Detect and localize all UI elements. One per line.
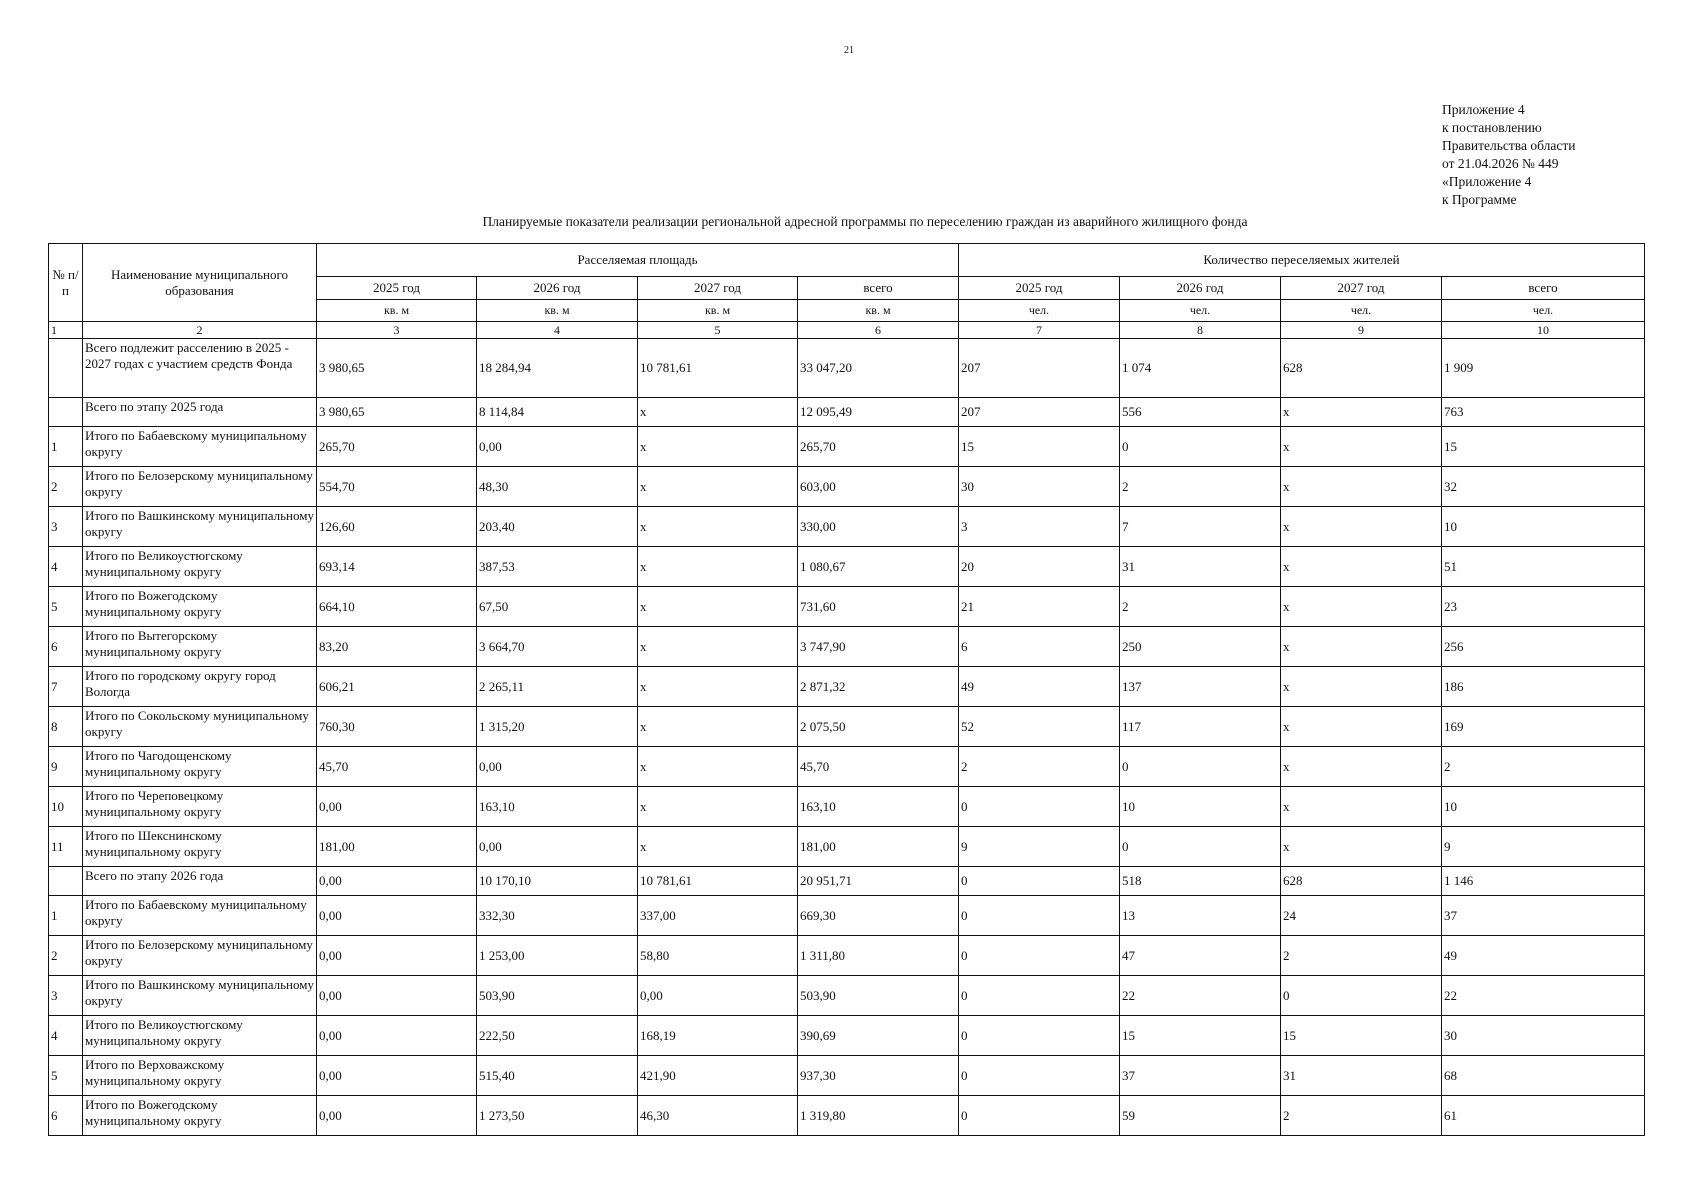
table-row xyxy=(49,339,1645,398)
municipality-name: Итого по Чагодощенскому муниципальному округу xyxy=(83,747,317,787)
area-2027: 421,90 xyxy=(638,1056,798,1096)
column-number: 9 xyxy=(1281,322,1442,339)
table-row xyxy=(49,1096,1645,1136)
people-2027: х xyxy=(1281,747,1442,787)
column-number: 1 xyxy=(49,322,83,339)
people-2027: х xyxy=(1281,398,1442,427)
header-year: 2025 год xyxy=(317,277,477,300)
area-2026: 1 273,50 xyxy=(477,1096,638,1136)
area-2026: 3 664,70 xyxy=(477,627,638,667)
people-2026: 59 xyxy=(1120,1096,1281,1136)
row-number: 7 xyxy=(49,667,83,707)
area-2026: 163,10 xyxy=(477,787,638,827)
people-2027: х xyxy=(1281,707,1442,747)
table-row xyxy=(49,976,1645,1016)
table-row xyxy=(49,667,1645,707)
row-number: 6 xyxy=(49,627,83,667)
column-number: 2 xyxy=(83,322,317,339)
people-2026: 37 xyxy=(1120,1056,1281,1096)
area-2027: 46,30 xyxy=(638,1096,798,1136)
annex-line: Приложение 4 xyxy=(1442,102,1525,117)
area-2027: х xyxy=(638,707,798,747)
area-total: 937,30 xyxy=(798,1056,959,1096)
header-year: 2026 год xyxy=(477,277,638,300)
table-row xyxy=(49,398,1645,427)
people-2027: х xyxy=(1281,587,1442,627)
municipality-name: Итого по Великоустюгскому муниципальному округу xyxy=(83,547,317,587)
area-2027: х xyxy=(638,507,798,547)
header-year: 2026 год xyxy=(1120,277,1281,300)
column-number: 5 xyxy=(638,322,798,339)
people-2025: 0 xyxy=(959,1096,1120,1136)
people-2027: 2 xyxy=(1281,1096,1442,1136)
people-2026: 31 xyxy=(1120,547,1281,587)
people-2027: х xyxy=(1281,627,1442,667)
column-number: 6 xyxy=(798,322,959,339)
municipality-name: Итого по Вожегодскому муниципальному округу xyxy=(83,1096,317,1136)
column-number: 3 xyxy=(317,322,477,339)
people-total: 23 xyxy=(1442,587,1645,627)
table-row xyxy=(49,747,1645,787)
people-2026: 2 xyxy=(1120,467,1281,507)
area-2026: 203,40 xyxy=(477,507,638,547)
area-total: 1 319,80 xyxy=(798,1096,959,1136)
header-year: 2027 год xyxy=(1281,277,1442,300)
people-2025: 0 xyxy=(959,936,1120,976)
table-row xyxy=(49,827,1645,867)
area-2027: х xyxy=(638,398,798,427)
area-total: 12 095,49 xyxy=(798,398,959,427)
people-2026: 117 xyxy=(1120,707,1281,747)
area-2026: 18 284,94 xyxy=(477,339,638,398)
row-number: 9 xyxy=(49,747,83,787)
area-total: 731,60 xyxy=(798,587,959,627)
people-total: 32 xyxy=(1442,467,1645,507)
people-2026: 1 074 xyxy=(1120,339,1281,398)
row-number: 6 xyxy=(49,1096,83,1136)
area-2026: 0,00 xyxy=(477,747,638,787)
area-total: 265,70 xyxy=(798,427,959,467)
people-2026: 250 xyxy=(1120,627,1281,667)
people-2027: х xyxy=(1281,827,1442,867)
annex-block xyxy=(1442,101,1575,209)
area-2027: х xyxy=(638,587,798,627)
people-total: 10 xyxy=(1442,507,1645,547)
annex-line: к постановлению xyxy=(1442,120,1542,135)
area-2025: 0,00 xyxy=(317,1056,477,1096)
people-2025: 9 xyxy=(959,827,1120,867)
area-2025: 0,00 xyxy=(317,896,477,936)
people-2026: 7 xyxy=(1120,507,1281,547)
table-row xyxy=(49,936,1645,976)
area-2026: 1 315,20 xyxy=(477,707,638,747)
municipality-name: Итого по Вожегодскому муниципальному округу xyxy=(83,587,317,627)
area-2027: х xyxy=(638,667,798,707)
area-total: 163,10 xyxy=(798,787,959,827)
area-2027: 10 781,61 xyxy=(638,339,798,398)
people-2026: 47 xyxy=(1120,936,1281,976)
people-2025: 20 xyxy=(959,547,1120,587)
people-2025: 0 xyxy=(959,1016,1120,1056)
people-2027: х xyxy=(1281,547,1442,587)
area-2025: 126,60 xyxy=(317,507,477,547)
area-2025: 83,20 xyxy=(317,627,477,667)
area-2027: 337,00 xyxy=(638,896,798,936)
area-2025: 0,00 xyxy=(317,867,477,896)
municipality-name: Итого по Вытегорскому муниципальному округу xyxy=(83,627,317,667)
people-2025: 2 xyxy=(959,747,1120,787)
header-unit: чел. xyxy=(959,300,1120,322)
header-year: всего xyxy=(1442,277,1645,300)
people-total: 256 xyxy=(1442,627,1645,667)
header-area-group: Расселяемая площадь xyxy=(317,244,959,277)
area-total: 33 047,20 xyxy=(798,339,959,398)
annex-line: «Приложение 4 xyxy=(1442,174,1532,189)
header-unit: чел. xyxy=(1281,300,1442,322)
row-number: 2 xyxy=(49,936,83,976)
area-2027: х xyxy=(638,787,798,827)
people-total: 49 xyxy=(1442,936,1645,976)
header-unit: кв. м xyxy=(798,300,959,322)
row-number: 10 xyxy=(49,787,83,827)
people-2026: 22 xyxy=(1120,976,1281,1016)
people-total: 61 xyxy=(1442,1096,1645,1136)
area-2027: х xyxy=(638,627,798,667)
municipality-name: Итого по Белозерскому муниципальному округу xyxy=(83,936,317,976)
municipality-name: Всего подлежит расселению в 2025 - 2027 годах с участием средств Фонда xyxy=(83,339,317,398)
area-2025: 0,00 xyxy=(317,936,477,976)
area-2026: 1 253,00 xyxy=(477,936,638,976)
header-year: всего xyxy=(798,277,959,300)
people-2025: 52 xyxy=(959,707,1120,747)
page-number: 21 xyxy=(844,45,854,56)
area-total: 2 075,50 xyxy=(798,707,959,747)
people-2027: 628 xyxy=(1281,867,1442,896)
table-row xyxy=(49,587,1645,627)
area-total: 603,00 xyxy=(798,467,959,507)
row-number: 2 xyxy=(49,467,83,507)
municipality-name: Итого по Бабаевскому муниципальному округу xyxy=(83,427,317,467)
people-2027: х xyxy=(1281,467,1442,507)
area-total: 20 951,71 xyxy=(798,867,959,896)
people-2025: 0 xyxy=(959,896,1120,936)
area-2025: 664,10 xyxy=(317,587,477,627)
municipality-name: Итого по Верховажскому муниципальному округу xyxy=(83,1056,317,1096)
annex-line: от 21.04.2026 № 449 xyxy=(1442,156,1559,171)
table-row xyxy=(49,427,1645,467)
area-total: 1 311,80 xyxy=(798,936,959,976)
area-2025: 0,00 xyxy=(317,1016,477,1056)
area-2025: 760,30 xyxy=(317,707,477,747)
people-2026: 15 xyxy=(1120,1016,1281,1056)
area-total: 45,70 xyxy=(798,747,959,787)
municipality-name: Итого по Шекснинскому муниципальному округу xyxy=(83,827,317,867)
area-2026: 67,50 xyxy=(477,587,638,627)
area-2026: 332,30 xyxy=(477,896,638,936)
area-2026: 48,30 xyxy=(477,467,638,507)
row-number: 3 xyxy=(49,507,83,547)
area-2027: 58,80 xyxy=(638,936,798,976)
people-total: 68 xyxy=(1442,1056,1645,1096)
area-2025: 554,70 xyxy=(317,467,477,507)
header-year: 2025 год xyxy=(959,277,1120,300)
people-total: 9 xyxy=(1442,827,1645,867)
municipality-name: Всего по этапу 2026 года xyxy=(83,867,317,896)
area-total: 2 871,32 xyxy=(798,667,959,707)
row-number: 5 xyxy=(49,1056,83,1096)
area-2026: 10 170,10 xyxy=(477,867,638,896)
people-2026: 10 xyxy=(1120,787,1281,827)
area-2025: 265,70 xyxy=(317,427,477,467)
row-number: 4 xyxy=(49,1016,83,1056)
people-total: 169 xyxy=(1442,707,1645,747)
table-body xyxy=(49,339,1645,1136)
municipality-name: Итого по Череповецкому муниципальному округу xyxy=(83,787,317,827)
table-row xyxy=(49,867,1645,896)
area-2026: 0,00 xyxy=(477,427,638,467)
column-number: 10 xyxy=(1442,322,1645,339)
people-2025: 0 xyxy=(959,787,1120,827)
area-2025: 0,00 xyxy=(317,976,477,1016)
municipality-name: Итого по Вашкинскому муниципальному округу xyxy=(83,976,317,1016)
area-total: 1 080,67 xyxy=(798,547,959,587)
header-unit: чел. xyxy=(1120,300,1281,322)
people-2027: х xyxy=(1281,507,1442,547)
people-2025: 21 xyxy=(959,587,1120,627)
area-total: 181,00 xyxy=(798,827,959,867)
row-number xyxy=(49,398,83,427)
area-2025: 0,00 xyxy=(317,787,477,827)
table-row xyxy=(49,547,1645,587)
municipality-name: Итого по городскому округу город Вологда xyxy=(83,667,317,707)
people-2025: 207 xyxy=(959,398,1120,427)
indicators-table xyxy=(48,243,1645,1136)
table-row xyxy=(49,787,1645,827)
table-row xyxy=(49,627,1645,667)
area-2026: 387,53 xyxy=(477,547,638,587)
people-2027: 15 xyxy=(1281,1016,1442,1056)
people-2027: х xyxy=(1281,667,1442,707)
area-2026: 222,50 xyxy=(477,1016,638,1056)
area-total: 390,69 xyxy=(798,1016,959,1056)
table-row xyxy=(49,896,1645,936)
people-total: 186 xyxy=(1442,667,1645,707)
area-2026: 2 265,11 xyxy=(477,667,638,707)
people-total: 1 146 xyxy=(1442,867,1645,896)
area-2027: 10 781,61 xyxy=(638,867,798,896)
table-row xyxy=(49,467,1645,507)
municipality-name: Итого по Сокольскому муниципальному округу xyxy=(83,707,317,747)
people-total: 30 xyxy=(1442,1016,1645,1056)
area-2025: 0,00 xyxy=(317,1096,477,1136)
area-2025: 181,00 xyxy=(317,827,477,867)
people-2025: 207 xyxy=(959,339,1120,398)
people-2027: х xyxy=(1281,787,1442,827)
area-2026: 503,90 xyxy=(477,976,638,1016)
people-2027: 628 xyxy=(1281,339,1442,398)
header-name: Наименование муниципального образования xyxy=(83,244,317,322)
municipality-name: Итого по Великоустюгскому муниципальному округу xyxy=(83,1016,317,1056)
header-year: 2027 год xyxy=(638,277,798,300)
area-2026: 8 114,84 xyxy=(477,398,638,427)
people-2025: 0 xyxy=(959,867,1120,896)
people-2026: 556 xyxy=(1120,398,1281,427)
people-total: 15 xyxy=(1442,427,1645,467)
people-2026: 0 xyxy=(1120,747,1281,787)
area-total: 669,30 xyxy=(798,896,959,936)
people-2026: 518 xyxy=(1120,867,1281,896)
row-number: 5 xyxy=(49,587,83,627)
area-2027: х xyxy=(638,747,798,787)
area-2027: 168,19 xyxy=(638,1016,798,1056)
people-2027: 31 xyxy=(1281,1056,1442,1096)
area-2025: 3 980,65 xyxy=(317,339,477,398)
header-unit: кв. м xyxy=(477,300,638,322)
people-2027: 2 xyxy=(1281,936,1442,976)
people-2027: 0 xyxy=(1281,976,1442,1016)
people-2026: 2 xyxy=(1120,587,1281,627)
area-total: 330,00 xyxy=(798,507,959,547)
people-2027: х xyxy=(1281,427,1442,467)
annex-line: Правительства области xyxy=(1442,138,1576,153)
area-2026: 515,40 xyxy=(477,1056,638,1096)
row-number: 1 xyxy=(49,896,83,936)
people-2025: 0 xyxy=(959,1056,1120,1096)
area-2025: 45,70 xyxy=(317,747,477,787)
row-number: 1 xyxy=(49,427,83,467)
row-number xyxy=(49,867,83,896)
people-total: 1 909 xyxy=(1442,339,1645,398)
area-2025: 693,14 xyxy=(317,547,477,587)
people-total: 51 xyxy=(1442,547,1645,587)
area-2027: х xyxy=(638,467,798,507)
people-2026: 13 xyxy=(1120,896,1281,936)
municipality-name: Итого по Вашкинскому муниципальному округу xyxy=(83,507,317,547)
header-number: № п/п xyxy=(49,244,83,322)
row-number: 4 xyxy=(49,547,83,587)
row-number: 11 xyxy=(49,827,83,867)
municipality-name: Итого по Белозерскому муниципальному округу xyxy=(83,467,317,507)
area-2025: 606,21 xyxy=(317,667,477,707)
people-total: 10 xyxy=(1442,787,1645,827)
row-number: 8 xyxy=(49,707,83,747)
area-2026: 0,00 xyxy=(477,827,638,867)
people-total: 37 xyxy=(1442,896,1645,936)
people-2025: 49 xyxy=(959,667,1120,707)
row-number xyxy=(49,339,83,398)
header-unit: чел. xyxy=(1442,300,1645,322)
header-unit: кв. м xyxy=(317,300,477,322)
area-2027: х xyxy=(638,827,798,867)
people-2025: 0 xyxy=(959,976,1120,1016)
people-2025: 30 xyxy=(959,467,1120,507)
area-2027: х xyxy=(638,427,798,467)
people-2025: 6 xyxy=(959,627,1120,667)
people-2025: 3 xyxy=(959,507,1120,547)
table-row xyxy=(49,707,1645,747)
people-2026: 137 xyxy=(1120,667,1281,707)
column-number: 4 xyxy=(477,322,638,339)
people-total: 2 xyxy=(1442,747,1645,787)
table-row xyxy=(49,507,1645,547)
header-people-group: Количество переселяемых жителей xyxy=(959,244,1645,277)
people-2025: 15 xyxy=(959,427,1120,467)
people-total: 763 xyxy=(1442,398,1645,427)
area-2025: 3 980,65 xyxy=(317,398,477,427)
table-row xyxy=(49,1056,1645,1096)
column-number: 8 xyxy=(1120,322,1281,339)
municipality-name: Всего по этапу 2025 года xyxy=(83,398,317,427)
table-row xyxy=(49,1016,1645,1056)
document-title: Планируемые показатели реализации региональной адресной программы по переселению граждан из аварийного жилищного фонда xyxy=(482,214,1248,229)
people-total: 22 xyxy=(1442,976,1645,1016)
people-2026: 0 xyxy=(1120,427,1281,467)
column-number: 7 xyxy=(959,322,1120,339)
header-unit: кв. м xyxy=(638,300,798,322)
municipality-name: Итого по Бабаевскому муниципальному округу xyxy=(83,896,317,936)
people-2027: 24 xyxy=(1281,896,1442,936)
area-total: 503,90 xyxy=(798,976,959,1016)
area-2027: х xyxy=(638,547,798,587)
area-2027: 0,00 xyxy=(638,976,798,1016)
area-total: 3 747,90 xyxy=(798,627,959,667)
people-2026: 0 xyxy=(1120,827,1281,867)
annex-line: к Программе xyxy=(1442,192,1517,207)
row-number: 3 xyxy=(49,976,83,1016)
